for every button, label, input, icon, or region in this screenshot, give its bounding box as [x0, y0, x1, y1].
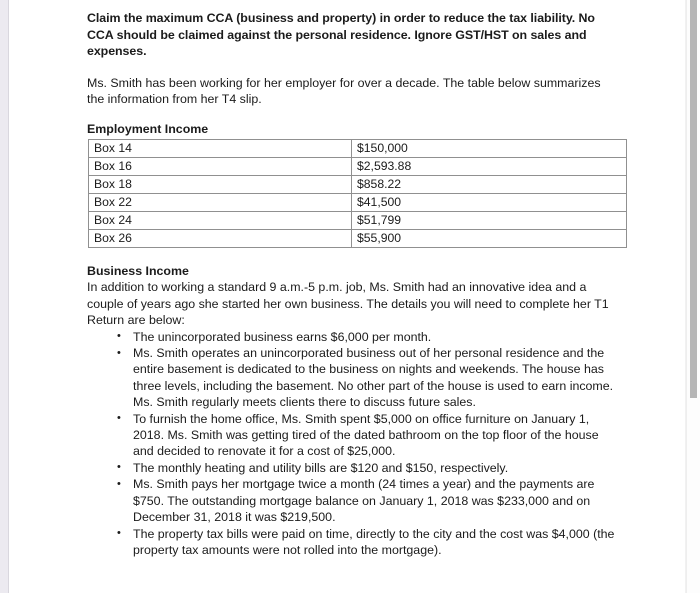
vertical-scrollbar[interactable]: [686, 0, 700, 593]
document-body: [87, 10, 620, 558]
spacer: [87, 108, 620, 121]
table-cell-value: $2,593.88: [352, 158, 627, 176]
table-cell-label: Box 18: [89, 176, 352, 194]
business-income-heading: Business Income: [87, 264, 189, 278]
table-cell-label: Box 14: [89, 140, 352, 158]
table-cell-label: Box 16: [89, 158, 352, 176]
employment-income-heading: Employment Income: [87, 121, 209, 136]
list-item: • The property tax bills were paid on time, directly to the city and the cost was $4,000 (the property tax amounts were not rolled into the mortgage).: [87, 526, 620, 559]
page-left-gutter: [0, 0, 9, 593]
cca-instruction-paragraph: Claim the maximum CCA (business and property) in order to reduce the tax liability. No CCA should be claimed against the personal residence. Ignore GST/HST on sales and expenses.: [87, 11, 595, 59]
list-item: • To furnish the home office, Ms. Smith spent $5,000 on office furniture on January 1, 2018. Ms. Smith was getting tired of the dated bathroom on the top floor of the house and decided to renovate it for a cost of $25,000.: [87, 411, 620, 460]
document-page: [10, 0, 685, 593]
table-cell-value: $51,799: [352, 212, 627, 230]
table-row: [89, 140, 627, 158]
table-cell-label: Box 26: [89, 230, 352, 248]
table-row: [89, 212, 627, 230]
employment-income-table: [88, 139, 627, 248]
table-row: [89, 158, 627, 176]
spacer: [87, 60, 620, 75]
table-body: [89, 140, 627, 248]
table-cell-label: Box 22: [89, 194, 352, 212]
scrollbar-thumb[interactable]: [690, 0, 697, 398]
table-cell-value: $858.22: [352, 176, 627, 194]
table-row: [89, 230, 627, 248]
spacer: [87, 248, 620, 263]
table-row: [89, 176, 627, 194]
employment-intro-paragraph: Ms. Smith has been working for her employer for over a decade. The table below summarizes the information from her T4 slip.: [87, 75, 601, 107]
list-item: • The unincorporated business earns $6,000 per month.: [87, 329, 620, 345]
business-income-bullet-list: [87, 329, 620, 559]
table-row: [89, 194, 627, 212]
table-cell-value: $150,000: [352, 140, 627, 158]
list-item: • The monthly heating and utility bills are $120 and $150, respectively.: [87, 460, 620, 476]
table-cell-label: Box 24: [89, 212, 352, 230]
list-item: • Ms. Smith operates an unincorporated business out of her personal residence and the entire basement is dedicated to the business on nights and weekends. The house has three levels, including the basement. No other part of the house is used to earn income. Ms. Smith regularly meets clients there to discuss future sales.: [87, 345, 620, 411]
business-income-paragraph: In addition to working a standard 9 a.m.-5 p.m. job, Ms. Smith had an innovative idea and a couple of years ago she started her own business. The details you will need to complete her T1 Return are below:: [87, 280, 609, 328]
table-cell-value: $55,900: [352, 230, 627, 248]
list-item: • Ms. Smith pays her mortgage twice a month (24 times a year) and the payments are $750. The outstanding mortgage balance on January 1, 2018 was $233,000 and on December 31, 2018 it was $219,500.: [87, 476, 620, 525]
table-cell-value: $41,500: [352, 194, 627, 212]
